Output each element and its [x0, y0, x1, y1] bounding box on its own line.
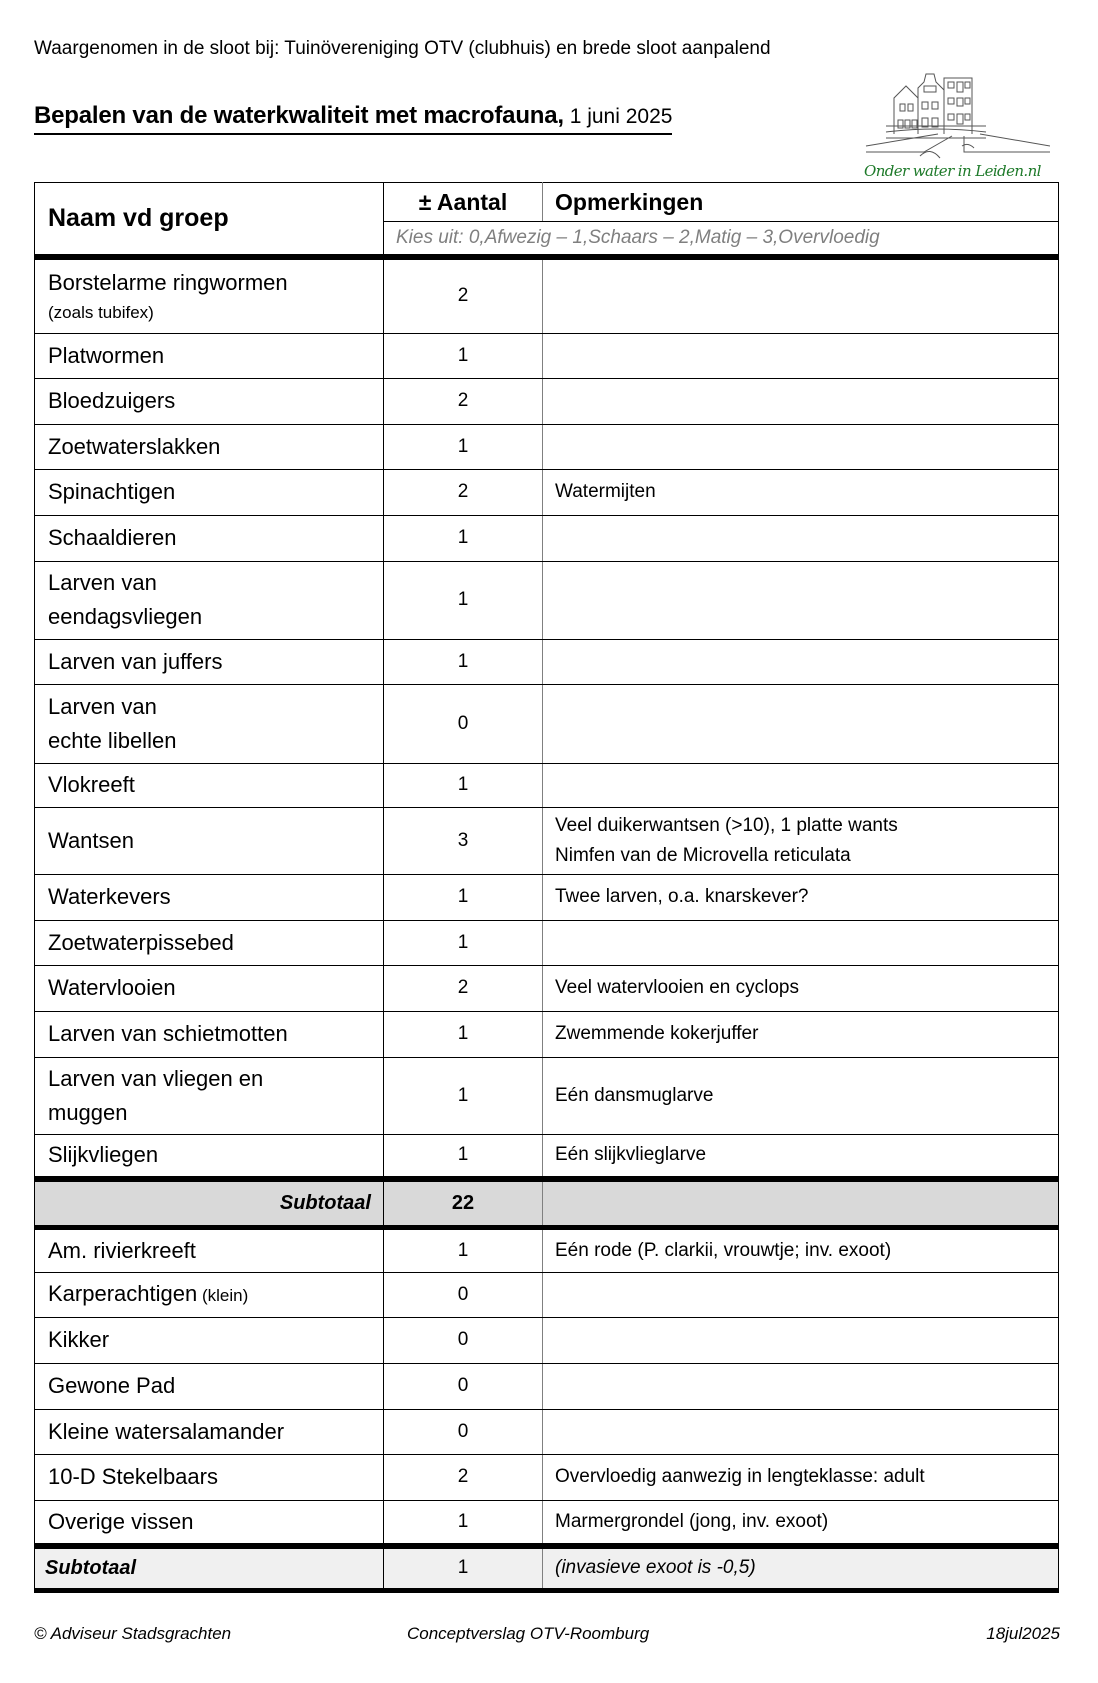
table-row [35, 257, 1059, 333]
group-name-line: muggen [48, 1099, 128, 1125]
count-cell: 0 [384, 1272, 543, 1317]
remark-cell: Eén slijkvlieglarve [543, 1134, 1059, 1179]
remark-cell [543, 561, 1059, 639]
group-name-cell [35, 807, 384, 874]
group-name-cell [35, 1409, 384, 1454]
count-cell: 3 [384, 807, 543, 874]
count-cell: 1 [384, 1227, 543, 1272]
subtotal-remark [543, 1179, 1059, 1227]
group-name-line: Larven van [48, 693, 157, 719]
houses-bridge-icon [860, 66, 1050, 166]
table-row [35, 561, 1059, 639]
remark-cell [543, 424, 1059, 469]
group-name-cell [35, 1363, 384, 1409]
group-name: Wantsen [48, 827, 135, 853]
group-name-cell [35, 1500, 384, 1546]
group-name: Slijkvliegen [48, 1142, 159, 1168]
remark-cell: Veel watervlooien en cyclops [543, 965, 1059, 1011]
group-name: Borstelarme ringwormen [48, 270, 288, 296]
group-name: Kikker [48, 1327, 110, 1352]
table-row [35, 424, 1059, 469]
group-name: Am. rivierkreeft [48, 1237, 196, 1263]
group-name-cell [35, 1272, 384, 1317]
macrofauna-table [34, 182, 1059, 1593]
group-name: Zoetwaterpissebed [48, 929, 234, 955]
group-name: Larven van juffers [48, 648, 223, 674]
group-name-line: Larven van vliegen en [48, 1065, 264, 1091]
table-row [35, 920, 1059, 965]
subtotal-count: 1 [384, 1546, 543, 1590]
group-name: Zoetwaterslakken [48, 433, 221, 459]
remark-cell: Marmergrondel (jong, inv. exoot) [543, 1500, 1059, 1546]
table-row [35, 333, 1059, 378]
group-name: Overige vissen [48, 1508, 194, 1534]
subtotal-row-vertebrates [35, 1546, 1059, 1590]
remark-cell: Eén rode (P. clarkii, vrouwtje; inv. exoot) [543, 1227, 1059, 1272]
remark-cell [543, 1409, 1059, 1454]
group-name: 10-D Stekelbaars [48, 1464, 218, 1489]
group-name-line: Larven van [48, 570, 157, 595]
group-name-cell [35, 874, 384, 920]
remark-cell [543, 1363, 1059, 1409]
group-name-cell [35, 257, 384, 333]
footer-date: 18jul2025 [986, 1624, 1060, 1643]
count-cell: 0 [384, 684, 543, 763]
group-name-cell [35, 561, 384, 639]
group-name-cell [35, 920, 384, 965]
count-cell: 0 [384, 1409, 543, 1454]
scale-hint: Kies uit: 0,Afwezig – 1,Schaars – 2,Matig – 3,Overvloedig [384, 222, 1059, 258]
table-row [35, 807, 1059, 874]
group-name: Kleine watersalamander [48, 1418, 285, 1444]
group-name: Bloedzuigers [48, 388, 176, 413]
group-name-cell [35, 378, 384, 424]
footer-copyright: © Adviseur Stadsgrachten [34, 1624, 232, 1643]
group-name-cell [35, 1317, 384, 1363]
count-cell: 1 [384, 1134, 543, 1179]
table-row [35, 965, 1059, 1011]
table-row [35, 684, 1059, 763]
group-name-cell [35, 639, 384, 684]
count-cell: 2 [384, 1454, 543, 1500]
count-cell: 1 [384, 1500, 543, 1546]
count-cell: 1 [384, 874, 543, 920]
logo-text: Onder water in Leiden.nl [864, 162, 1041, 180]
table-row [35, 1134, 1059, 1179]
count-cell: 0 [384, 1317, 543, 1363]
col-header-remarks: Opmerkingen [543, 183, 1059, 222]
table-row [35, 1317, 1059, 1363]
group-name: Spinachtigen [48, 479, 176, 504]
count-cell: 1 [384, 333, 543, 378]
table-row [35, 1409, 1059, 1454]
table-row [35, 1227, 1059, 1272]
count-cell: 1 [384, 1011, 543, 1057]
remark-cell [543, 257, 1059, 333]
group-name: Watervlooien [48, 975, 176, 1000]
remark-cell: Twee larven, o.a. knarskever? [543, 874, 1059, 920]
table-row [35, 1500, 1059, 1546]
count-cell: 1 [384, 561, 543, 639]
table-row [35, 469, 1059, 515]
page-title [34, 103, 672, 135]
remark-cell [543, 515, 1059, 561]
remark-line: Nimfen van de Microvella reticulata [555, 844, 851, 866]
logo [860, 66, 1050, 184]
remark-cell: Watermijten [543, 469, 1059, 515]
remark-cell: Eén dansmuglarve [543, 1057, 1059, 1134]
count-cell: 2 [384, 257, 543, 333]
group-name-cell [35, 965, 384, 1011]
remark-cell [543, 639, 1059, 684]
group-name-cell [35, 469, 384, 515]
group-name-cell [35, 763, 384, 807]
subtotal-row-macrofauna [35, 1179, 1059, 1227]
col-header-count: ± Aantal [384, 183, 543, 222]
group-name-cell [35, 424, 384, 469]
remark-cell [543, 378, 1059, 424]
title-main: Bepalen van de waterkwaliteit met macrofauna, [34, 102, 564, 129]
footer-document-name: Conceptverslag OTV-Roomburg [407, 1624, 650, 1643]
table-row [35, 1272, 1059, 1317]
group-name: Vlokreeft [48, 772, 135, 797]
col-header-name: Naam vd groep [35, 183, 384, 258]
count-cell: 1 [384, 639, 543, 684]
count-cell: 1 [384, 920, 543, 965]
table-row [35, 1011, 1059, 1057]
title-date: 1 juni 2025 [563, 105, 673, 128]
count-cell: 0 [384, 1363, 543, 1409]
group-name: Platwormen [48, 342, 165, 368]
table-row [35, 763, 1059, 807]
table-row [35, 874, 1059, 920]
table-row [35, 1363, 1059, 1409]
header-row [35, 183, 1059, 222]
group-name-cell [35, 1057, 384, 1134]
group-name-cell [35, 515, 384, 561]
group-name: Karperachtigen [48, 1280, 198, 1306]
count-cell: 2 [384, 469, 543, 515]
remark-cell [543, 1317, 1059, 1363]
remark-cell [543, 333, 1059, 378]
group-name-cell [35, 1011, 384, 1057]
group-name-cell [35, 1454, 384, 1500]
macrofauna-rows [35, 257, 1059, 1179]
remark-cell [543, 763, 1059, 807]
count-cell: 1 [384, 1057, 543, 1134]
group-name-cell [35, 1227, 384, 1272]
table-row [35, 515, 1059, 561]
remark-cell [543, 1272, 1059, 1317]
subtotal-label: Subtotaal [35, 1179, 384, 1227]
subtotal-label: Subtotaal [35, 1546, 384, 1590]
group-name-note: (zoals tubifex) [48, 303, 154, 323]
count-cell: 1 [384, 424, 543, 469]
group-name-cell [35, 1134, 384, 1179]
table-row [35, 378, 1059, 424]
group-name-cell [35, 684, 384, 763]
count-cell: 2 [384, 965, 543, 1011]
count-cell: 1 [384, 763, 543, 807]
group-name-cell [35, 333, 384, 378]
remark-cell [543, 807, 1059, 874]
table-row [35, 639, 1059, 684]
remark-cell [543, 684, 1059, 763]
group-name: Gewone Pad [48, 1373, 176, 1398]
location-line: Waargenomen in de sloot bij: Tuinövereniging OTV (clubhuis) en brede sloot aanpalend [34, 38, 771, 59]
table-row [35, 1454, 1059, 1500]
group-name-line: eendagsvliegen [48, 604, 203, 629]
subtotal-remark: (invasieve exoot is -0,5) [543, 1546, 1059, 1590]
subtotal-count: 22 [384, 1179, 543, 1227]
group-name-note: (klein) [197, 1285, 249, 1305]
count-cell: 2 [384, 378, 543, 424]
remark-cell: Zwemmende kokerjuffer [543, 1011, 1059, 1057]
remark-cell [543, 920, 1059, 965]
group-name: Larven van schietmotten [48, 1021, 288, 1046]
remark-cell: Overvloedig aanwezig in lengteklasse: adult [543, 1454, 1059, 1500]
vertebrate-rows [35, 1227, 1059, 1546]
count-cell: 1 [384, 515, 543, 561]
remark-line: Veel duikerwantsen (>10), 1 platte wants [555, 814, 898, 836]
table-row [35, 1057, 1059, 1134]
group-name: Waterkevers [48, 884, 171, 909]
group-name-line: echte libellen [48, 727, 177, 753]
group-name: Schaaldieren [48, 525, 177, 550]
